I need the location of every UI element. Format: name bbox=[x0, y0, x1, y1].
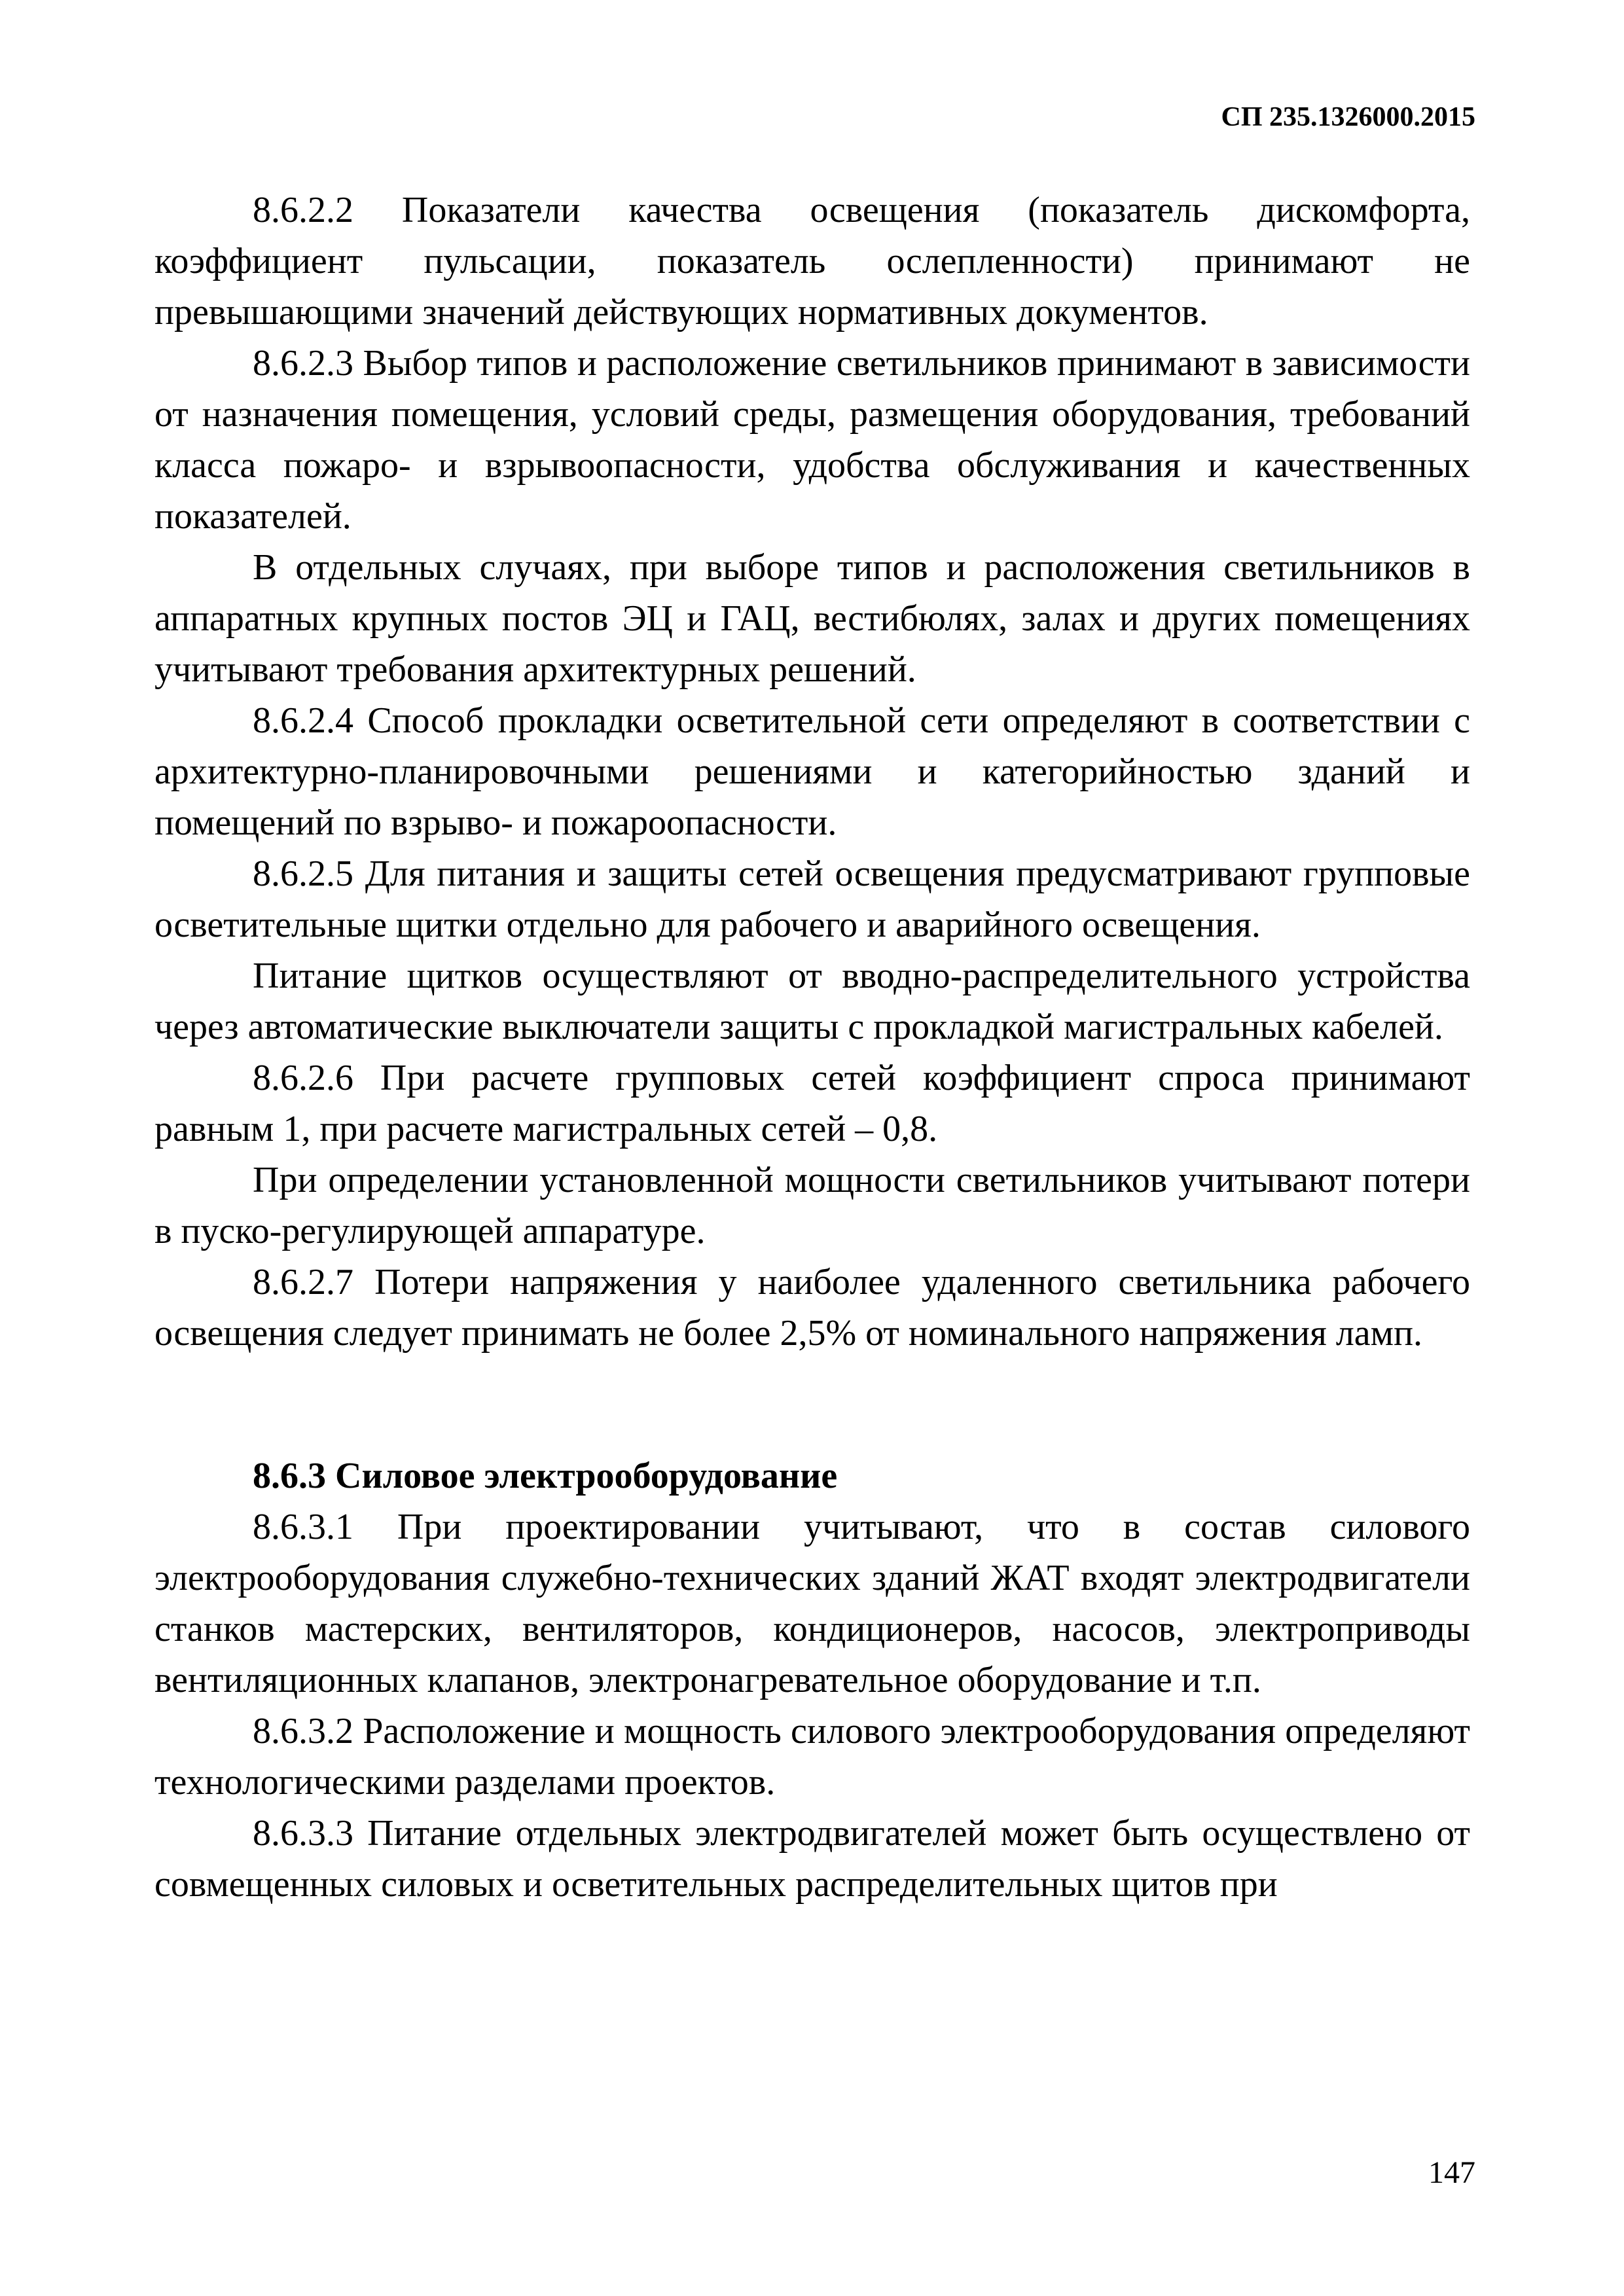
page-number: 147 bbox=[1428, 2155, 1475, 2190]
section-heading-8-6-3: 8.6.3 Силовое электрооборудование bbox=[253, 1456, 838, 1496]
paragraph-8-6-3-3: 8.6.3.3 Питание отдельных электродвигателей может быть осуществлено от совмещенных силовых и осветительных распределительных щитов при bbox=[154, 1813, 1470, 1905]
paragraph-8-6-2-3: 8.6.2.3 Выбор типов и расположение светильников принимают в зависимости от назначения помещения, условий среды, размещения оборудования, требований класса пожаро- и взрывоопасности, удобства обслуживания и качественных показателей. bbox=[154, 343, 1470, 537]
paragraph-8-6-3-2: 8.6.3.2 Расположение и мощность силового электрооборудования определяют технологическими разделами проектов. bbox=[154, 1711, 1470, 1803]
document-code: СП 235.1326000.2015 bbox=[1221, 102, 1475, 132]
paragraph-8-6-2-7: 8.6.2.7 Потери напряжения у наиболее удаленного светильника рабочего освещения следует принимать не более 2,5% от номинального напряжения ламп. bbox=[154, 1262, 1470, 1354]
paragraph-installed-power: При определении установленной мощности светильников учитывают потери в пуско-регулирующей аппаратуре. bbox=[154, 1160, 1470, 1251]
paragraph-8-6-2-5: 8.6.2.5 Для питания и защиты сетей освещения предусматривают групповые осветительные щитки отдельно для рабочего и аварийного освещения. bbox=[154, 853, 1470, 945]
paragraph-panel-power-supply: Питание щитков осуществляют от вводно-распределительного устройства через автоматические выключатели защиты с прокладкой магистральных кабелей. bbox=[154, 956, 1470, 1047]
page-content bbox=[154, 185, 1470, 1910]
paragraph-8-6-2-4: 8.6.2.4 Способ прокладки осветительной сети определяют в соответствии с архитектурно-планировочными решениями и категорийностью зданий и помещений по взрыво- и пожароопасности. bbox=[154, 700, 1470, 843]
paragraph-architectural-requirements: В отдельных случаях, при выборе типов и расположения светильников в аппаратных крупных постов ЭЦ и ГАЦ, вестибюлях, залах и других помещениях учитывают требования архитектурных решений. bbox=[154, 547, 1470, 690]
paragraph-8-6-2-6: 8.6.2.6 При расчете групповых сетей коэффициент спроса принимают равным 1, при расчете магистральных сетей – 0,8. bbox=[154, 1058, 1470, 1149]
paragraph-8-6-2-2: 8.6.2.2 Показатели качества освещения (показатель дискомфорта, коэффициент пульсации, показатель ослепленности) принимают не превышающими значений действующих нормативных документов. bbox=[154, 190, 1470, 332]
paragraph-8-6-3-1: 8.6.3.1 При проектировании учитывают, что в состав силового электрооборудования служебно-технических зданий ЖАТ входят электродвигатели станков мастерских, вентиляторов, кондиционеров, насосов, электроприводы вентиляционных клапанов, электронагревательное оборудование и т.п. bbox=[154, 1507, 1470, 1700]
